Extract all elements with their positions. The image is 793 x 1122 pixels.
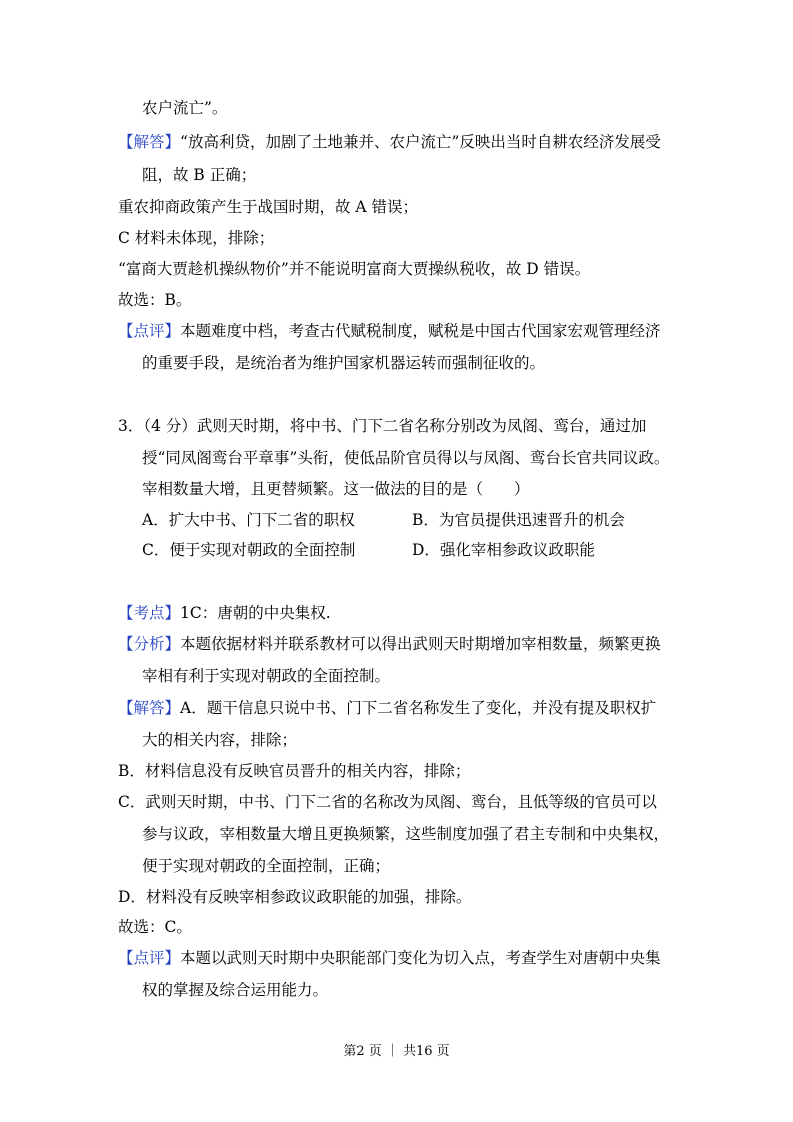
q2-answer-line-5: “富商大贾趁机操纵物价”并不能说明富商大贾操纵税收，故 D 错误。 [118,260,591,278]
q3-answer-text-1: A．题干信息只说中书、门下二省名称发生了变化，并没有提及职权扩 [180,699,657,717]
q2-answer-line-2: 阻，故 B 正确； [142,166,257,184]
comment-tag: 【点评】 [118,949,181,967]
q3-analysis-line-2: 宰相有利于实现对朝政的全面控制。 [142,667,391,685]
q3-stem-line-3: 宰相数量大增，且更替频繁。这一做法的目的是（ ） [142,480,530,498]
analysis-tag: 【分析】 [118,635,181,653]
q3-analysis-text-1: 本题依据材料并联系教材可以得出武则天时期增加宰相数量，频繁更换 [180,635,661,653]
comment-tag: 【点评】 [118,322,181,340]
point-tag: 【考点】 [118,604,181,622]
q2-comment-line-1 [118,321,661,341]
answer-tag: 【解答】 [118,133,181,151]
q3-answer-line-5: 参与议政，宰相数量大增且更换频繁，这些制度加强了君主专制和中央集权， [142,825,670,843]
q3-answer-line-1 [118,698,656,718]
q3-analysis-line-1 [118,634,661,654]
q3-answer-line-3: B．材料信息没有反映官员晋升的相关内容，排除； [118,762,471,780]
q3-option-a: A．扩大中书、门下二省的职权 [142,511,355,529]
q2-comment-text-1: 本题难度中档，考查古代赋税制度，赋税是中国古代国家宏观管理经济 [180,322,661,340]
answer-tag: 【解答】 [118,699,181,717]
q3-comment-line-1 [118,948,661,968]
q2-comment-line-2: 的重要手段，是统治者为维护国家机器运转而强制征收的。 [142,354,546,372]
q3-option-b: B．为官员提供迅速晋升的机会 [412,511,625,529]
q3-point-text: 1C：唐朝的中央集权. [180,604,331,622]
q3-option-d: D．强化宰相参政议政职能 [412,541,595,559]
page-footer: 第2 页 ｜ 共16 页 [343,1044,450,1059]
q3-stem-line-1: 3．（4 分）武则天时期，将中书、门下二省名称分别改为凤阁、鸾台，通过加 [118,417,647,435]
q2-continuation: 农户流亡”。 [142,99,228,117]
q2-answer-text-1: “放高利贷，加剧了土地兼并、农户流亡”反映出当时自耕农经济发展受 [180,133,661,151]
q3-option-c: C．便于实现对朝政的全面控制 [142,541,356,559]
q3-choice: 故选：C。 [118,918,192,936]
q3-comment-line-2: 权的掌握及综合运用能力。 [142,981,329,999]
q3-answer-line-7: D．材料没有反映宰相参政议政职能的加强，排除。 [118,888,472,906]
q2-answer-line-4: C 材料未体现，排除； [118,229,275,247]
q2-choice: 故选：B。 [118,291,192,309]
q2-answer-line-1 [118,132,661,152]
q2-answer-line-3: 重农抑商政策产生于战国时期，故 A 错误； [118,198,419,216]
q3-answer-line-6: 便于实现对朝政的全面控制，正确； [142,857,391,875]
q3-point-line [118,603,331,623]
q3-comment-text-1: 本题以武则天时期中央职能部门变化为切入点，考查学生对唐朝中央集 [180,949,661,967]
q3-stem-line-2: 授“同凤阁鸾台平章事”头衔，使低品阶官员得以与凤阁、鸾台长官共同议政。 [142,449,670,467]
q3-answer-line-2: 大的相关内容，排除； [142,731,298,749]
q3-answer-line-4: C．武则天时期，中书、门下二省的名称改为凤阁、鸾台，且低等级的官员可以 [118,793,657,811]
